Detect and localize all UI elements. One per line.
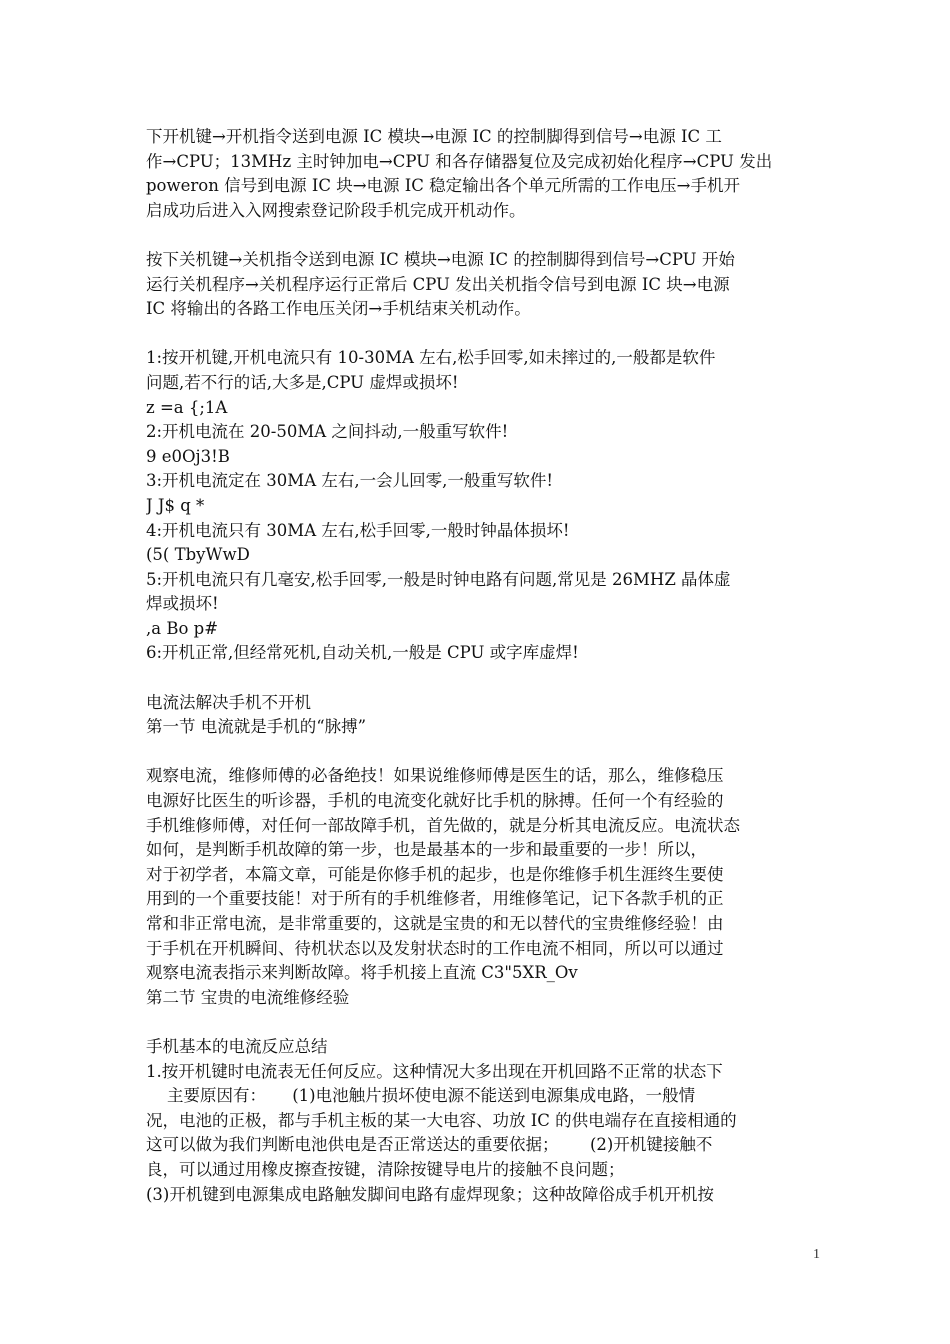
text-line: 焊或损坏! xyxy=(146,594,219,614)
paragraph-spacer xyxy=(146,1010,810,1035)
paragraph xyxy=(146,346,810,666)
paragraph xyxy=(146,248,810,322)
text-line: 问题,若不行的话,大多是,CPU 虚焊或损坏! xyxy=(146,372,459,392)
text-line: 于手机在开机瞬间、待机状态以及发射状态时的工作电流不相同，所以可以通过 xyxy=(146,938,724,958)
text-line: 1.按开机键时电流表无任何反应。这种情况大多出现在开机回路不正常的状态下 xyxy=(146,1061,723,1081)
text-line: 用到的一个重要技能！对于所有的手机维修者，用维修笔记，记下各款手机的正 xyxy=(146,889,724,909)
text-line: 9 e0Oj3!B xyxy=(146,446,230,466)
text-line: 电源好比医生的听诊器，手机的电流变化就好比手机的脉搏。任何一个有经验的 xyxy=(146,791,724,811)
text-line: 运行关机程序→关机程序运行正常后 CPU 发出关机指令信号到电源 IC 块→电源 xyxy=(146,274,730,294)
text-line: 手机基本的电流反应总结 xyxy=(146,1036,328,1056)
document-body xyxy=(146,125,810,1207)
text-line: 第二节 宝贵的电流维修经验 xyxy=(146,987,350,1007)
text-line: 5:开机电流只有几毫安,松手回零,一般是时钟电路有问题,常见是 26MHZ 晶体虚 xyxy=(146,569,731,589)
text-line: 启成功后进入入网搜索登记阶段手机完成开机动作。 xyxy=(146,200,526,220)
text-line: 1:按开机键,开机电流只有 10-30MA 左右,松手回零,如未摔过的,一般都是软件 xyxy=(146,348,716,368)
text-line: 按下关机键→关机指令送到电源 IC 模块→电源 IC 的控制脚得到信号→CPU 开始 xyxy=(146,249,735,269)
text-line: 3:开机电流定在 30MA 左右,一会儿回零,一般重写软件! xyxy=(146,471,553,491)
paragraph xyxy=(146,1035,810,1207)
text-line: poweron 信号到电源 IC 块→电源 IC 稳定输出各个单元所需的工作电压→手机开 xyxy=(146,176,740,196)
paragraph-spacer xyxy=(146,223,810,248)
text-line: 下开机键→开机指令送到电源 IC 模块→电源 IC 的控制脚得到信号→电源 IC 工 xyxy=(146,127,722,146)
text-line: ,a Bo p# xyxy=(146,618,219,638)
text-line: 2:开机电流在 20-50MA 之间抖动,一般重写软件! xyxy=(146,422,509,442)
text-line: 这可以做为我们判断电池供电是否正常送达的重要依据； (2)开机键接触不 xyxy=(146,1135,713,1155)
text-line: 常和非正常电流，是非常重要的，这就是宝贵的和无以替代的宝贵维修经验！由 xyxy=(146,914,724,933)
text-line: 况，电池的正极，都与手机主板的某一大电容、功放 IC 的供电端存在直接相通的 xyxy=(146,1110,737,1130)
paragraph xyxy=(146,125,810,223)
section-heading xyxy=(146,691,810,740)
paragraph xyxy=(146,764,810,1010)
page-number: 1 xyxy=(813,1247,820,1262)
text-line: 第一节 电流就是手机的“脉搏” xyxy=(146,717,367,737)
text-line: J J$ q * xyxy=(146,495,205,515)
text-line: 对于初学者，本篇文章，可能是你修手机的起步，也是你维修手机生涯终生要使 xyxy=(146,864,724,884)
paragraph-spacer xyxy=(146,322,810,347)
text-line: 观察电流表指示来判断故障。将手机接上直流 C3"5XR_Ov xyxy=(146,963,578,983)
text-line: 电流法解决手机不开机 xyxy=(146,692,311,712)
text-line: IC 将输出的各路工作电压关闭→手机结束关机动作。 xyxy=(146,299,531,319)
text-line: 观察电流，维修师傅的必备绝技！如果说维修师傅是医生的话，那么，维修稳压 xyxy=(146,766,724,786)
text-line: 手机维修师傅，对任何一部故障手机，首先做的，就是分析其电流反应。电流状态 xyxy=(146,815,740,835)
paragraph-spacer xyxy=(146,666,810,691)
text-line: 主要原因有： (1)电池触片损坏使电源不能送到电源集成电路，一般情 xyxy=(146,1086,696,1106)
paragraph-spacer xyxy=(146,740,810,765)
text-line: 如何，是判断手机故障的第一步，也是最基本的一步和最重要的一步！所以， xyxy=(146,840,707,860)
text-line: 4:开机电流只有 30MA 左右,松手回零,一般时钟晶体损坏! xyxy=(146,520,570,540)
text-line: (5( TbyWwD xyxy=(146,545,250,565)
text-line: 良，可以通过用橡皮擦查按键，清除按键导电片的接触不良问题； xyxy=(146,1159,625,1179)
text-line: 6:开机正常,但经常死机,自动关机,一般是 CPU 或字库虚焊! xyxy=(146,643,579,663)
text-line: (3)开机键到电源集成电路触发脚间电路有虚焊现象；这种故障俗成手机开机按 xyxy=(146,1184,714,1204)
text-line: 作→CPU；13MHz 主时钟加电→CPU 和各存储器复位及完成初始化程序→CPU 发出 xyxy=(146,151,773,171)
text-line: z =a {;1A xyxy=(146,397,228,417)
